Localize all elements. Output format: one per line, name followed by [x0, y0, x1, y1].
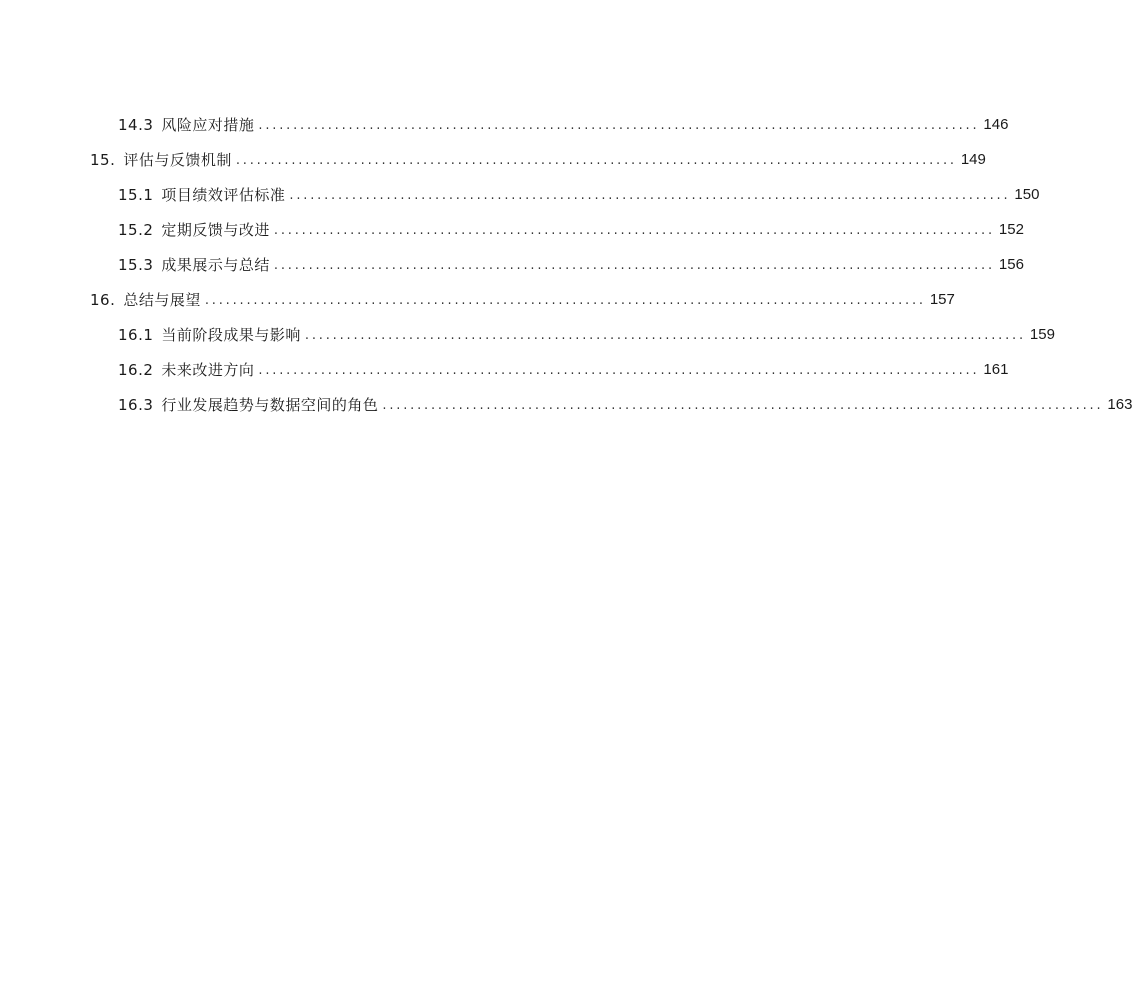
toc-dot-leader: ........................................................................................................: [258, 117, 980, 133]
toc-entry-title: 行业发展趋势与数据空间的角色: [161, 395, 379, 414]
toc-entry-page: 152: [998, 220, 1024, 238]
toc-dot-leader: ........................................................................................................: [258, 362, 980, 378]
toc-entry-title: 定期反馈与改进: [161, 220, 270, 239]
toc-entry-page: 156: [998, 255, 1024, 273]
toc-dot-leader: ........................................................................................................: [235, 152, 957, 168]
toc-entry-number: 15.1: [118, 185, 154, 204]
toc-entry-number: 15.: [90, 150, 116, 169]
toc-entry[interactable]: [0, 212, 1024, 247]
toc-entry-title: 总结与展望: [123, 290, 201, 309]
toc-entry-page: 150: [1014, 185, 1040, 203]
toc-dot-leader: ........................................................................................................: [382, 397, 1104, 413]
toc-dot-leader: ........................................................................................................: [304, 327, 1026, 343]
toc-dot-leader: ........................................................................................................: [204, 292, 926, 308]
toc-dot-leader: ........................................................................................................: [273, 257, 995, 273]
toc-entry-page: 146: [983, 115, 1009, 133]
toc-entry-page: 149: [960, 150, 986, 168]
toc-dot-leader: ........................................................................................................: [273, 222, 995, 238]
toc-entry-title: 项目绩效评估标准: [161, 185, 286, 204]
toc-entry-title: 成果展示与总结: [161, 255, 270, 274]
toc-entry[interactable]: [0, 387, 1132, 422]
toc-entry-number: 14.3: [118, 115, 154, 134]
toc-entry-number: 16.3: [118, 395, 154, 414]
toc-entry-title: 评估与反馈机制: [123, 150, 232, 169]
toc-entry[interactable]: [0, 107, 1009, 142]
toc-entry-title: 当前阶段成果与影响: [161, 325, 301, 344]
toc-entry-number: 16.2: [118, 360, 154, 379]
toc-entry-title: 风险应对措施: [161, 115, 255, 134]
toc-dot-leader: ........................................................................................................: [289, 187, 1011, 203]
toc-entry[interactable]: [0, 317, 1055, 352]
toc-entry[interactable]: [0, 247, 1024, 282]
toc-entry-number: 16.: [90, 290, 116, 309]
toc-entry-page: 163: [1107, 395, 1132, 413]
toc-entry[interactable]: [0, 282, 955, 317]
toc-entry[interactable]: [0, 352, 1009, 387]
toc-entry[interactable]: [0, 177, 1040, 212]
toc-entry-page: 159: [1029, 325, 1055, 343]
toc-entry[interactable]: [0, 142, 986, 177]
toc-entry-number: 15.2: [118, 220, 154, 239]
toc-entry-title: 未来改进方向: [161, 360, 255, 379]
toc-entry-number: 15.3: [118, 255, 154, 274]
toc-entry-number: 16.1: [118, 325, 154, 344]
toc-entry-page: 161: [983, 360, 1009, 378]
toc-entry-page: 157: [929, 290, 955, 308]
